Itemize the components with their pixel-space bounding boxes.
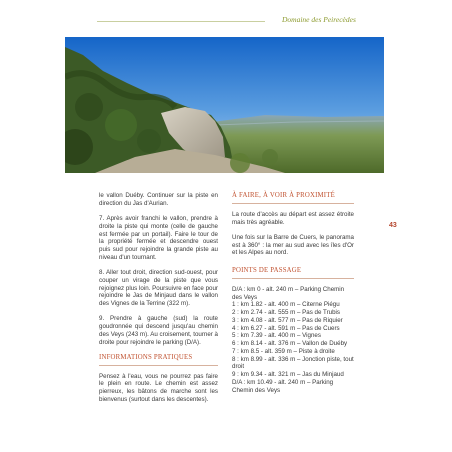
waypoint-item: 3 : km 4.08 - alt. 577 m – Pas de Riquier — [232, 316, 343, 324]
waypoint-item: 7 : km 8.5 - alt. 359 m – Piste à droite — [232, 347, 335, 355]
waypoint-item: 4 : km 6.27 - alt. 591 m – Pas de Cuers — [232, 324, 340, 332]
waypoint-item: 9 : km 9.34 - alt. 321 m – Jas du Minjaud — [232, 371, 344, 378]
waypoint-item: 6 : km 8.14 - alt. 376 m – Vallon de Duéby — [232, 340, 348, 347]
landscape-photo — [65, 37, 384, 173]
info-text: Pensez à l'eau, vous ne pourrez pas faire le plein en route. Le chemin est assez pierreux, les bâtons de marche sont les bienvenus (surtout dans les descentes). — [99, 372, 218, 403]
page-number: 43 — [389, 222, 397, 229]
route-step-9: 9. Prendre à gauche (sud) la route goudronnée qui descend jusqu'au chemin des Veys (243 m). Au croisement, tourner à droite pour rejoindre le parking (D/A). — [99, 315, 218, 346]
header-rule — [97, 21, 265, 22]
nearby-text-1: La route d'accès au départ est assez étroite mais très agréable. — [232, 210, 354, 226]
nearby-section-title: À FAIRE, À VOIR À PROXIMITÉ — [232, 192, 354, 204]
info-section-title: INFORMATIONS PRATIQUES — [99, 354, 218, 366]
route-step-8: 8. Aller tout droit, direction sud-ouest, pour couper un virage de la piste que vous rejoignez plus loin. Poursuivre en face pour rejoindre le Jas de Minjaud dans le vallon des Vignes de la Terrine (322 m). — [99, 269, 218, 307]
right-column — [232, 192, 354, 394]
waypoint-item: 1 : km 1.82 - alt. 400 m – Citerne Piégu — [232, 301, 340, 309]
waypoint-item: D/A : km 10.49 - alt. 240 m – Parking Chemin des Veys — [232, 378, 334, 394]
waypoint-item: 5 : km 7.39 - alt. 400 m – Vignes — [232, 332, 321, 340]
nearby-text-2: Une fois sur la Barre de Cuers, le panorama est à 360° : la mer au sud avec les îles d'Or et les Alpes au nord. — [232, 233, 354, 257]
waypoint-item: 8 : km 8.99 - alt. 336 m – Jonction piste, tout droit — [232, 355, 354, 371]
route-step-7: 7. Après avoir franchi le vallon, prendre à droite la piste qui monte (celle de gauche est fermée par un portail). Faire le tour de la propriété fermée et descendre ouest puis sud pour rejoindre la grande piste au niveau d'un tournant. — [99, 215, 218, 261]
running-head: Domaine des Peirecèdes — [282, 15, 356, 24]
waypoints-list — [232, 286, 354, 395]
waypoint-item: 2 : km 2.74 - alt. 555 m – Pas de Trubis — [232, 309, 340, 316]
left-column — [99, 192, 218, 411]
route-step-continued: le vallon Duéby. Continuer sur la piste en direction du Jas d'Aurian. — [99, 192, 218, 207]
waypoints-section-title: POINTS DE PASSAGE — [232, 267, 354, 279]
waypoint-item: D/A : km 0 - alt. 240 m – Parking Chemin des Veys — [232, 285, 345, 301]
